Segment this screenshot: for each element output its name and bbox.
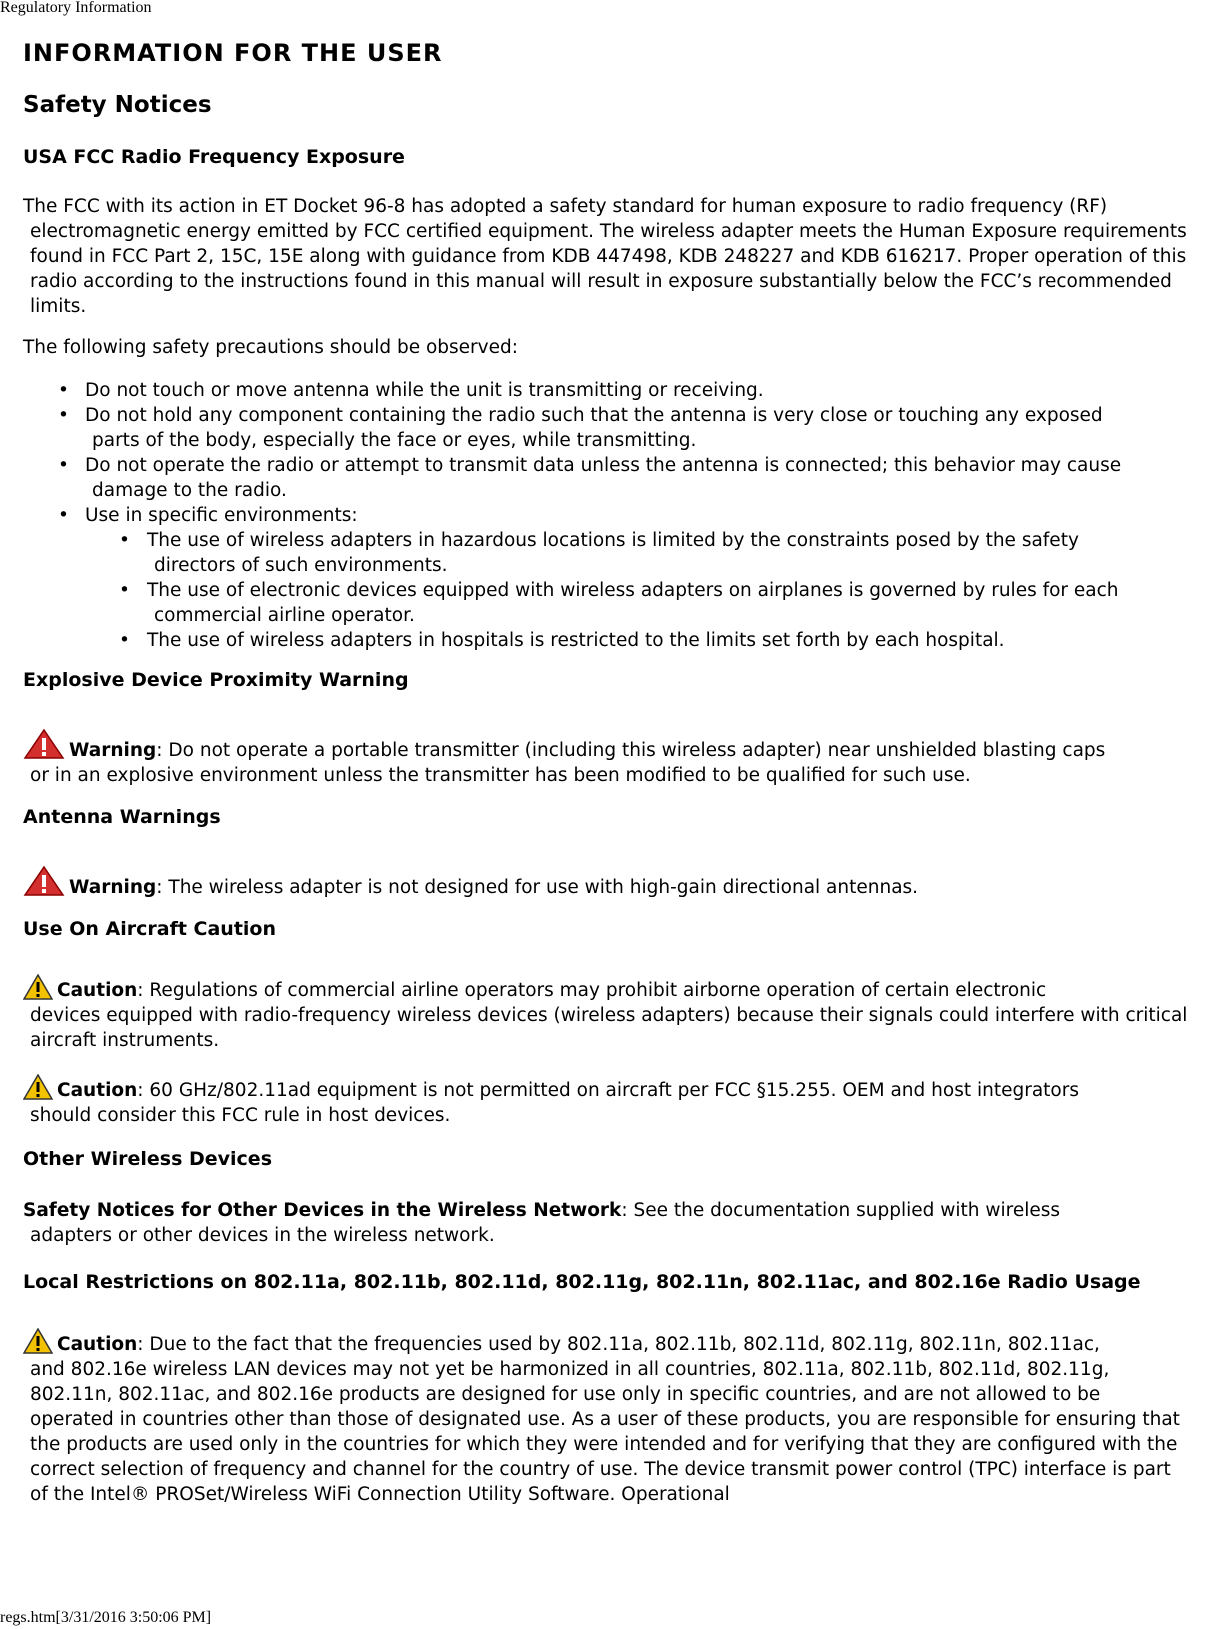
- aircraft-caution-1: Caution: Regulations of commercial airline operators may prohibit airborne operation of certain electronic devices equipped with radio-frequency wireless devices (wireless adapters) because their signals could interfere with critical aircraft instruments.: [23, 974, 1188, 1053]
- other-devices-heading: Other Wireless Devices: [23, 1148, 273, 1170]
- list-item: • Use in specific environments: • The use of wireless adapters in hazardous locations is limited by the constraints posed by the safety directors of such environments. • The use of electronic devices equipped with wireless adapters on airplanes is governed by rules for each commercial airline operator. • The use of wireless adapters in hospitals is restricted to the limits set forth by each hospital.: [23, 503, 1188, 653]
- warning-label: Warning: [69, 740, 157, 761]
- safety-notices-title: Safety Notices: [23, 92, 212, 118]
- precautions-intro: The following safety precautions should be observed:: [23, 337, 518, 358]
- other-devices-paragraph: Safety Notices for Other Devices in the Wireless Network: See the documentation supplied with wireless adapters or other devices in the wireless network.: [23, 1200, 1061, 1246]
- sub-list-item: • The use of wireless adapters in hazardous locations is limited by the constraints posed by the safety directors of such environments.: [23, 528, 1188, 578]
- caution-icon: [23, 974, 53, 1000]
- list-item: • Do not touch or move antenna while the unit is transmitting or receiving.: [23, 378, 1188, 403]
- caution-label: Caution: [57, 1080, 138, 1101]
- list-item: • Do not operate the radio or attempt to transmit data unless the antenna is connected; this behavior may cause damage to the radio.: [23, 453, 1188, 503]
- warning-icon: [23, 865, 65, 897]
- warning-label: Warning: [69, 877, 157, 898]
- warning-icon: [23, 728, 65, 760]
- page-footer: regs.htm[3/31/2016 3:50:06 PM]: [0, 1609, 212, 1626]
- aircraft-heading: Use On Aircraft Caution: [23, 918, 277, 940]
- sub-list-item: • The use of electronic devices equipped with wireless adapters on airplanes is governed by rules for each commercial airline operator.: [23, 578, 1188, 628]
- fcc-paragraph-first: The FCC with its action in ET Docket 96-8 has adopted a safety standard for human exposure to radio frequency (RF): [23, 196, 1108, 217]
- caution-label: Caution: [57, 980, 138, 1001]
- fcc-paragraph: [23, 194, 1188, 319]
- aircraft-caution-2: Caution: 60 GHz/802.11ad equipment is not permitted on aircraft per FCC §15.255. OEM and host integrators should consider this FCC rule in host devices.: [23, 1074, 1188, 1128]
- explosive-warning: Warning: Do not operate a portable transmitter (including this wireless adapter) near unshielded blasting caps or in an explosive environment unless the transmitter has been modified to be qualified for such use.: [23, 728, 1188, 788]
- explosive-heading: Explosive Device Proximity Warning: [23, 669, 409, 691]
- main-title: INFORMATION FOR THE USER: [23, 39, 443, 67]
- environments-sublist: [23, 528, 1188, 653]
- caution-icon: [23, 1328, 53, 1354]
- antenna-warning: Warning: The wireless adapter is not designed for use with high-gain directional antennas.: [23, 865, 1188, 900]
- fcc-paragraph-rest: electromagnetic energy emitted by FCC certified equipment. The wireless adapter meets the Human Exposure requirements found in FCC Part 2, 15C, 15E along with guidance from KDB 447498, KDB 248227 and KDB 616217. Proper operation of this radio according to the instructions found in this manual will result in exposure substantially below the FCC’s recommended limits.: [30, 221, 1187, 317]
- local-restrictions-caution: Caution: Due to the fact that the frequencies used by 802.11a, 802.11b, 802.11d, 802.11g, 802.11n, 802.11ac, and 802.16e wireless LAN devices may not yet be harmonized in all countries, 802.11a, 802.11b, 802.11d, 802.11g, 802.11n, 802.11ac, and 802.16e products are designed for use only in specific countries, and are not allowed to be operated in countries other than those of designated use. As a user of these products, you are responsible for ensuring that the products are used only in the countries for which they were intended and for verifying that they are configured with the correct selection of frequency and channel for the country of use. The device transmit power control (TPC) interface is part of the Intel® PROSet/Wireless WiFi Connection Utility Software. Operational: [23, 1328, 1188, 1507]
- sub-list-item: • The use of wireless adapters in hospitals is restricted to the limits set forth by each hospital.: [23, 628, 1188, 653]
- precautions-list: [23, 378, 1188, 653]
- antenna-heading: Antenna Warnings: [23, 806, 221, 828]
- list-item: • Do not hold any component containing the radio such that the antenna is very close or touching any exposed parts of the body, especially the face or eyes, while transmitting.: [23, 403, 1188, 453]
- page-header: Regulatory Information: [0, 0, 152, 16]
- caution-icon: [23, 1074, 53, 1100]
- caution-label: Caution: [57, 1334, 138, 1355]
- local-restrictions-heading: Local Restrictions on 802.11a, 802.11b, 802.11d, 802.11g, 802.11n, 802.11ac, and 802.16e Radio Usage: [23, 1271, 1141, 1293]
- fcc-heading: USA FCC Radio Frequency Exposure: [23, 146, 405, 168]
